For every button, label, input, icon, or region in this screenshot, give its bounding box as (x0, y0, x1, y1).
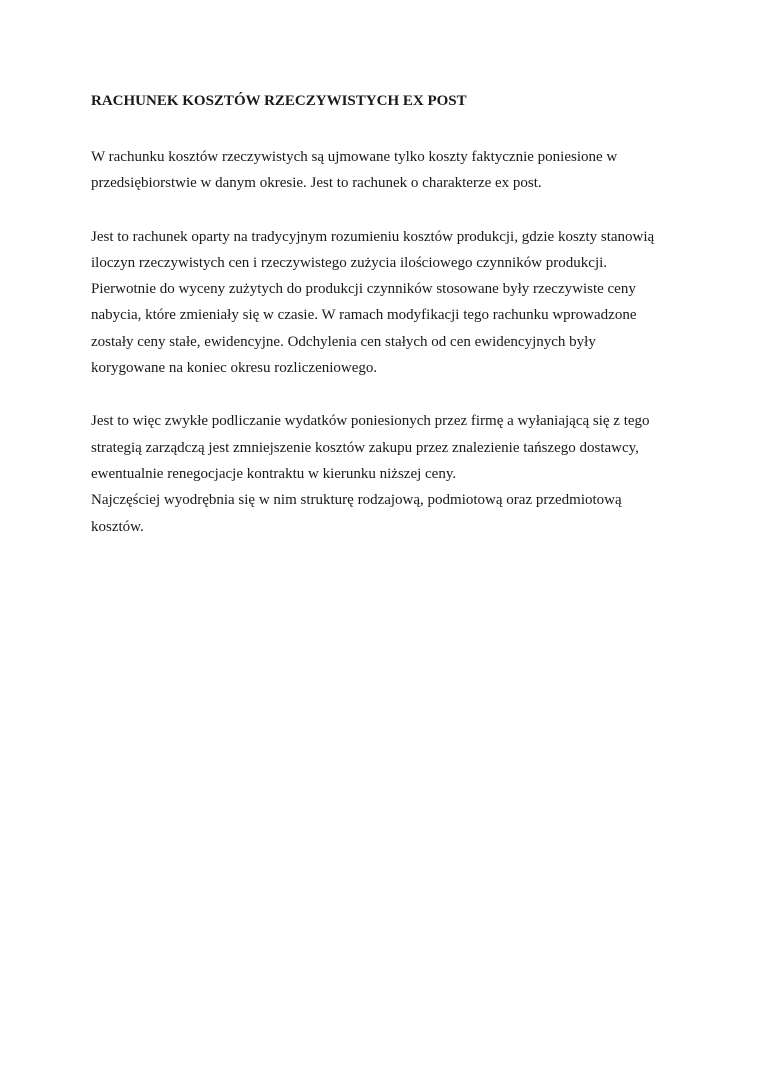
paragraph-line: kosztów. (91, 518, 144, 535)
paragraph-line: Jest to rachunek oparty na tradycyjnym rozumieniu kosztów produkcji, gdzie koszty stanowią (91, 228, 655, 245)
paragraph-line: iloczyn rzeczywistych cen i rzeczywistego zużycia ilościowego czynników produkcji. (91, 254, 608, 271)
paragraph-line: Najczęściej wyodrębnia się w nim strukturę rodzajową, podmiotową oraz przedmiotową (91, 492, 622, 509)
paragraph-line: przedsiębiorstwie w danym okresie. Jest to rachunek o charakterze ex post. (91, 175, 542, 192)
paragraph-line: korygowane na koniec okresu rozliczeniowego. (91, 360, 378, 377)
paragraph-line: Pierwotnie do wyceny zużytych do produkcji czynników stosowane były rzeczywiste ceny (91, 281, 636, 298)
paragraph-line: nabycia, które zmieniały się w czasie. W ramach modyfikacji tego rachunku wprowadzone (91, 307, 637, 324)
paragraph-3 (91, 408, 681, 539)
paragraph-line: zostały ceny stałe, ewidencyjne. Odchylenia cen stałych od cen ewidencyjnych były (91, 333, 596, 350)
paragraph-spacer (91, 197, 681, 224)
paragraph-line: Jest to więc zwykłe podliczanie wydatków poniesionych przez firmę a wyłaniającą się z tego (91, 413, 650, 430)
paragraph-line: ewentualnie renegocjacje kontraktu w kierunku niższej ceny. (91, 465, 457, 482)
paragraph-line: W rachunku kosztów rzeczywistych są ujmowane tylko koszty faktycznie poniesione w (91, 149, 618, 165)
paragraph-1 (91, 144, 681, 197)
paragraph-spacer (91, 381, 681, 408)
document-title: RACHUNEK KOSZTÓW RZECZYWISTYCH EX POST (91, 93, 467, 109)
document-body (91, 90, 681, 540)
paragraph-2 (91, 224, 681, 382)
paragraph-line: strategią zarządczą jest zmniejszenie kosztów zakupu przez znalezienie tańszego dostawcy, (91, 439, 639, 456)
